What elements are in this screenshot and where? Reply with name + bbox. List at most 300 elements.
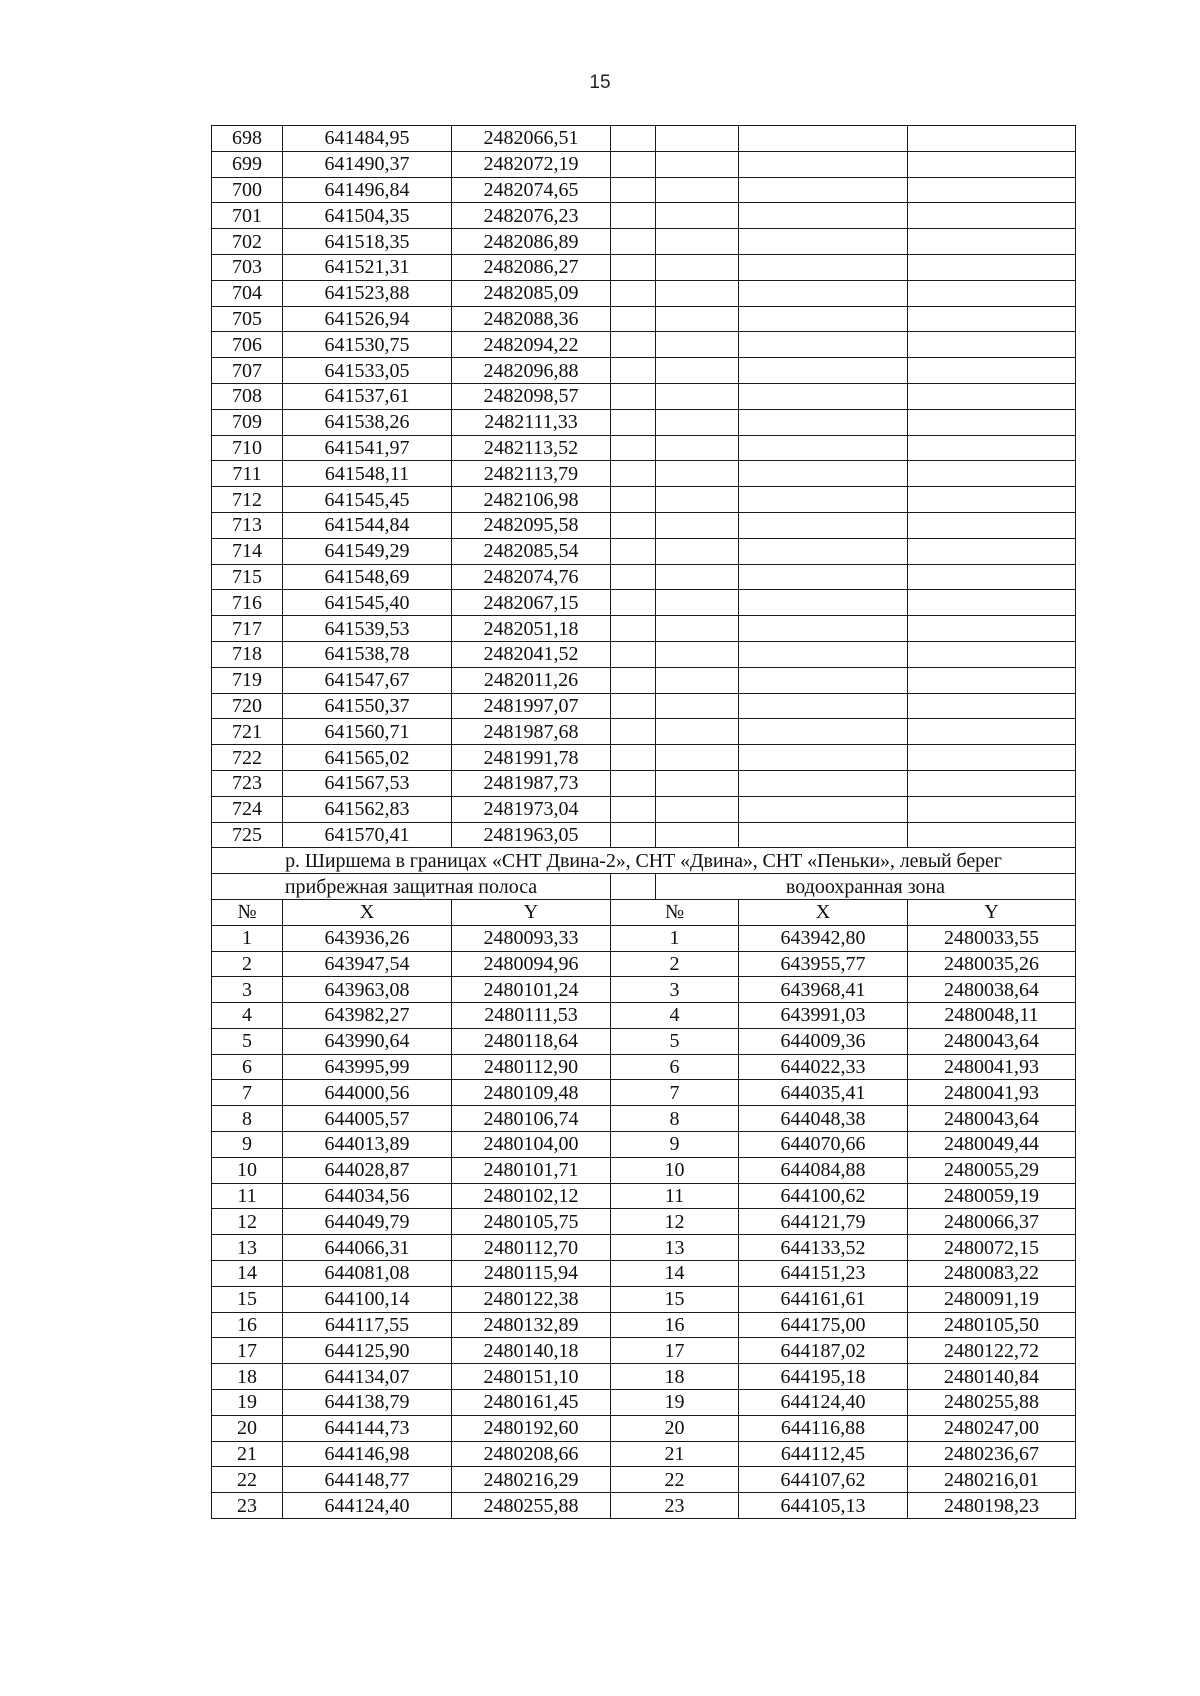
table-row xyxy=(212,1106,1076,1132)
empty-cell xyxy=(908,770,1076,796)
point-number-cell: 2 xyxy=(212,951,283,977)
point-number-cell: 14 xyxy=(212,1261,283,1287)
empty-cell xyxy=(611,435,656,461)
point-number-cell: 19 xyxy=(611,1390,739,1416)
x-coordinate-cell: 641538,26 xyxy=(283,409,452,435)
x-coordinate-cell: 643968,41 xyxy=(739,977,908,1003)
empty-cell xyxy=(656,667,739,693)
empty-cell xyxy=(611,874,656,900)
empty-cell xyxy=(611,409,656,435)
point-number-cell: 8 xyxy=(212,1106,283,1132)
y-coordinate-cell: 2480093,33 xyxy=(452,925,611,951)
y-coordinate-cell: 2480101,71 xyxy=(452,1157,611,1183)
empty-cell xyxy=(611,616,656,642)
point-number-cell: 705 xyxy=(212,306,283,332)
x-coordinate-cell: 644161,61 xyxy=(739,1286,908,1312)
empty-cell xyxy=(908,332,1076,358)
empty-cell xyxy=(656,616,739,642)
point-number-cell: 716 xyxy=(212,590,283,616)
x-coordinate-cell: 641565,02 xyxy=(283,745,452,771)
table-row xyxy=(212,1209,1076,1235)
y-coordinate-cell: 2480038,64 xyxy=(908,977,1076,1003)
table-row xyxy=(212,1003,1076,1029)
point-number-cell: 703 xyxy=(212,254,283,280)
x-coordinate-cell: 644070,66 xyxy=(739,1132,908,1158)
empty-cell xyxy=(739,512,908,538)
point-number-cell: 711 xyxy=(212,461,283,487)
table-row xyxy=(212,383,1076,409)
y-coordinate-cell: 2480102,12 xyxy=(452,1183,611,1209)
y-coordinate-cell: 2482085,09 xyxy=(452,280,611,306)
table-row xyxy=(212,641,1076,667)
point-number-cell: 10 xyxy=(212,1157,283,1183)
empty-cell xyxy=(908,203,1076,229)
x-coordinate-cell: 644107,62 xyxy=(739,1467,908,1493)
table-row xyxy=(212,1286,1076,1312)
y-coordinate-cell: 2481963,05 xyxy=(452,822,611,848)
x-coordinate-cell: 644125,90 xyxy=(283,1338,452,1364)
point-number-cell: 701 xyxy=(212,203,283,229)
empty-cell xyxy=(611,770,656,796)
x-coordinate-cell: 641548,69 xyxy=(283,564,452,590)
y-coordinate-cell: 2480111,53 xyxy=(452,1003,611,1029)
empty-cell xyxy=(611,822,656,848)
table-row xyxy=(212,1467,1076,1493)
column-header-number: № xyxy=(212,899,283,925)
y-coordinate-cell: 2480105,50 xyxy=(908,1312,1076,1338)
section-title: р. Ширшема в границах «СНТ Двина-2», СНТ «Двина», СНТ «Пеньки», левый берег xyxy=(212,848,1076,874)
x-coordinate-cell: 644121,79 xyxy=(739,1209,908,1235)
x-coordinate-cell: 643963,08 xyxy=(283,977,452,1003)
point-number-cell: 7 xyxy=(212,1080,283,1106)
empty-cell xyxy=(611,280,656,306)
table-row xyxy=(212,487,1076,513)
point-number-cell: 21 xyxy=(611,1441,739,1467)
x-coordinate-cell: 644124,40 xyxy=(283,1493,452,1519)
point-number-cell: 9 xyxy=(212,1132,283,1158)
empty-cell xyxy=(656,306,739,332)
point-number-cell: 12 xyxy=(611,1209,739,1235)
empty-cell xyxy=(611,667,656,693)
empty-cell xyxy=(908,822,1076,848)
x-coordinate-cell: 641549,29 xyxy=(283,538,452,564)
x-coordinate-cell: 643990,64 xyxy=(283,1028,452,1054)
empty-cell xyxy=(739,616,908,642)
table-row xyxy=(212,280,1076,306)
x-coordinate-cell: 641567,53 xyxy=(283,770,452,796)
empty-cell xyxy=(611,461,656,487)
x-coordinate-cell: 641521,31 xyxy=(283,254,452,280)
x-coordinate-cell: 641548,11 xyxy=(283,461,452,487)
coordinates-table xyxy=(211,125,1076,1519)
empty-cell xyxy=(908,461,1076,487)
empty-cell xyxy=(611,177,656,203)
empty-cell xyxy=(656,796,739,822)
empty-cell xyxy=(739,254,908,280)
empty-cell xyxy=(908,719,1076,745)
x-coordinate-cell: 644000,56 xyxy=(283,1080,452,1106)
x-coordinate-cell: 644138,79 xyxy=(283,1390,452,1416)
point-number-cell: 14 xyxy=(611,1261,739,1287)
empty-cell xyxy=(739,461,908,487)
empty-cell xyxy=(611,151,656,177)
empty-cell xyxy=(656,538,739,564)
point-number-cell: 13 xyxy=(611,1235,739,1261)
table-row xyxy=(212,1338,1076,1364)
point-number-cell: 23 xyxy=(212,1493,283,1519)
point-number-cell: 719 xyxy=(212,667,283,693)
y-coordinate-cell: 2482106,98 xyxy=(452,487,611,513)
empty-cell xyxy=(908,590,1076,616)
table-row xyxy=(212,925,1076,951)
point-number-cell: 17 xyxy=(212,1338,283,1364)
point-number-cell: 698 xyxy=(212,126,283,152)
x-coordinate-cell: 641484,95 xyxy=(283,126,452,152)
point-number-cell: 5 xyxy=(611,1028,739,1054)
empty-cell xyxy=(739,177,908,203)
table-row xyxy=(212,1028,1076,1054)
empty-cell xyxy=(908,280,1076,306)
y-coordinate-cell: 2482085,54 xyxy=(452,538,611,564)
x-coordinate-cell: 643995,99 xyxy=(283,1054,452,1080)
empty-cell xyxy=(656,203,739,229)
x-coordinate-cell: 641541,97 xyxy=(283,435,452,461)
empty-cell xyxy=(611,229,656,255)
y-coordinate-cell: 2481987,68 xyxy=(452,719,611,745)
table-row xyxy=(212,538,1076,564)
x-coordinate-cell: 643991,03 xyxy=(739,1003,908,1029)
empty-cell xyxy=(908,435,1076,461)
point-number-cell: 10 xyxy=(611,1157,739,1183)
x-coordinate-cell: 641550,37 xyxy=(283,693,452,719)
point-number-cell: 721 xyxy=(212,719,283,745)
empty-cell xyxy=(656,590,739,616)
y-coordinate-cell: 2482072,19 xyxy=(452,151,611,177)
x-coordinate-cell: 643955,77 xyxy=(739,951,908,977)
empty-cell xyxy=(908,796,1076,822)
empty-cell xyxy=(908,564,1076,590)
x-coordinate-cell: 644195,18 xyxy=(739,1364,908,1390)
empty-cell xyxy=(739,822,908,848)
empty-cell xyxy=(739,435,908,461)
y-coordinate-cell: 2480192,60 xyxy=(452,1415,611,1441)
table-row xyxy=(212,126,1076,152)
y-coordinate-cell: 2480033,55 xyxy=(908,925,1076,951)
point-number-cell: 709 xyxy=(212,409,283,435)
point-number-cell: 1 xyxy=(212,925,283,951)
empty-cell xyxy=(739,409,908,435)
y-coordinate-cell: 2480236,67 xyxy=(908,1441,1076,1467)
empty-cell xyxy=(908,126,1076,152)
x-coordinate-cell: 644013,89 xyxy=(283,1132,452,1158)
group-header-left: прибрежная защитная полоса xyxy=(212,874,611,900)
y-coordinate-cell: 2480083,22 xyxy=(908,1261,1076,1287)
empty-cell xyxy=(908,487,1076,513)
column-header-number: № xyxy=(611,899,739,925)
y-coordinate-cell: 2480247,00 xyxy=(908,1415,1076,1441)
empty-cell xyxy=(611,203,656,229)
x-coordinate-cell: 644144,73 xyxy=(283,1415,452,1441)
point-number-cell: 722 xyxy=(212,745,283,771)
column-header-x: X xyxy=(739,899,908,925)
point-number-cell: 23 xyxy=(611,1493,739,1519)
empty-cell xyxy=(611,564,656,590)
section-title-row xyxy=(212,848,1076,874)
y-coordinate-cell: 2480255,88 xyxy=(908,1390,1076,1416)
point-number-cell: 713 xyxy=(212,512,283,538)
x-coordinate-cell: 641570,41 xyxy=(283,822,452,848)
point-number-cell: 720 xyxy=(212,693,283,719)
y-coordinate-cell: 2480161,45 xyxy=(452,1390,611,1416)
coordinates-table-body xyxy=(212,126,1076,1519)
column-header-row xyxy=(212,899,1076,925)
point-number-cell: 712 xyxy=(212,487,283,513)
table-row xyxy=(212,358,1076,384)
point-number-cell: 706 xyxy=(212,332,283,358)
empty-cell xyxy=(656,745,739,771)
y-coordinate-cell: 2480216,29 xyxy=(452,1467,611,1493)
empty-cell xyxy=(908,229,1076,255)
y-coordinate-cell: 2482067,15 xyxy=(452,590,611,616)
table-row xyxy=(212,1080,1076,1106)
x-coordinate-cell: 643936,26 xyxy=(283,925,452,951)
x-coordinate-cell: 644148,77 xyxy=(283,1467,452,1493)
point-number-cell: 3 xyxy=(212,977,283,1003)
y-coordinate-cell: 2480043,64 xyxy=(908,1106,1076,1132)
empty-cell xyxy=(739,151,908,177)
x-coordinate-cell: 644034,56 xyxy=(283,1183,452,1209)
table-row xyxy=(212,229,1076,255)
empty-cell xyxy=(739,306,908,332)
y-coordinate-cell: 2482111,33 xyxy=(452,409,611,435)
empty-cell xyxy=(656,822,739,848)
empty-cell xyxy=(656,693,739,719)
point-number-cell: 723 xyxy=(212,770,283,796)
table-row xyxy=(212,1312,1076,1338)
x-coordinate-cell: 644100,62 xyxy=(739,1183,908,1209)
empty-cell xyxy=(611,254,656,280)
y-coordinate-cell: 2482113,79 xyxy=(452,461,611,487)
empty-cell xyxy=(656,177,739,203)
empty-cell xyxy=(611,306,656,332)
point-number-cell: 708 xyxy=(212,383,283,409)
y-coordinate-cell: 2480132,89 xyxy=(452,1312,611,1338)
x-coordinate-cell: 644009,36 xyxy=(739,1028,908,1054)
table-row xyxy=(212,512,1076,538)
empty-cell xyxy=(656,564,739,590)
x-coordinate-cell: 643947,54 xyxy=(283,951,452,977)
y-coordinate-cell: 2482086,27 xyxy=(452,254,611,280)
y-coordinate-cell: 2482094,22 xyxy=(452,332,611,358)
x-coordinate-cell: 641539,53 xyxy=(283,616,452,642)
table-row xyxy=(212,667,1076,693)
table-row xyxy=(212,977,1076,1003)
y-coordinate-cell: 2482074,76 xyxy=(452,564,611,590)
empty-cell xyxy=(739,564,908,590)
empty-cell xyxy=(739,590,908,616)
y-coordinate-cell: 2482051,18 xyxy=(452,616,611,642)
point-number-cell: 4 xyxy=(212,1003,283,1029)
x-coordinate-cell: 641496,84 xyxy=(283,177,452,203)
table-row xyxy=(212,332,1076,358)
y-coordinate-cell: 2482096,88 xyxy=(452,358,611,384)
x-coordinate-cell: 644022,33 xyxy=(739,1054,908,1080)
point-number-cell: 16 xyxy=(611,1312,739,1338)
y-coordinate-cell: 2480151,10 xyxy=(452,1364,611,1390)
x-coordinate-cell: 643942,80 xyxy=(739,925,908,951)
x-coordinate-cell: 644187,02 xyxy=(739,1338,908,1364)
y-coordinate-cell: 2480115,94 xyxy=(452,1261,611,1287)
x-coordinate-cell: 644066,31 xyxy=(283,1235,452,1261)
empty-cell xyxy=(739,203,908,229)
y-coordinate-cell: 2480122,72 xyxy=(908,1338,1076,1364)
y-coordinate-cell: 2480208,66 xyxy=(452,1441,611,1467)
table-row xyxy=(212,822,1076,848)
x-coordinate-cell: 641533,05 xyxy=(283,358,452,384)
empty-cell xyxy=(611,590,656,616)
empty-cell xyxy=(908,177,1076,203)
empty-cell xyxy=(611,358,656,384)
empty-cell xyxy=(611,745,656,771)
table-row xyxy=(212,435,1076,461)
table-row xyxy=(212,1183,1076,1209)
x-coordinate-cell: 644048,38 xyxy=(739,1106,908,1132)
point-number-cell: 5 xyxy=(212,1028,283,1054)
x-coordinate-cell: 641544,84 xyxy=(283,512,452,538)
y-coordinate-cell: 2480072,15 xyxy=(908,1235,1076,1261)
empty-cell xyxy=(739,745,908,771)
point-number-cell: 18 xyxy=(611,1364,739,1390)
table-row xyxy=(212,1415,1076,1441)
empty-cell xyxy=(739,538,908,564)
y-coordinate-cell: 2482011,26 xyxy=(452,667,611,693)
y-coordinate-cell: 2480140,18 xyxy=(452,1338,611,1364)
empty-cell xyxy=(739,641,908,667)
empty-cell xyxy=(739,796,908,822)
y-coordinate-cell: 2482041,52 xyxy=(452,641,611,667)
empty-cell xyxy=(908,693,1076,719)
x-coordinate-cell: 644081,08 xyxy=(283,1261,452,1287)
empty-cell xyxy=(908,745,1076,771)
x-coordinate-cell: 644117,55 xyxy=(283,1312,452,1338)
y-coordinate-cell: 2480035,26 xyxy=(908,951,1076,977)
table-row xyxy=(212,1054,1076,1080)
table-row xyxy=(212,151,1076,177)
y-coordinate-cell: 2480255,88 xyxy=(452,1493,611,1519)
point-number-cell: 700 xyxy=(212,177,283,203)
table-row xyxy=(212,1132,1076,1158)
group-header-right: водоохранная зона xyxy=(656,874,1076,900)
empty-cell xyxy=(656,461,739,487)
point-number-cell: 11 xyxy=(212,1183,283,1209)
point-number-cell: 11 xyxy=(611,1183,739,1209)
point-number-cell: 717 xyxy=(212,616,283,642)
y-coordinate-cell: 2480041,93 xyxy=(908,1080,1076,1106)
empty-cell xyxy=(908,254,1076,280)
x-coordinate-cell: 644146,98 xyxy=(283,1441,452,1467)
empty-cell xyxy=(656,254,739,280)
y-coordinate-cell: 2480109,48 xyxy=(452,1080,611,1106)
table-row xyxy=(212,1364,1076,1390)
empty-cell xyxy=(656,151,739,177)
point-number-cell: 707 xyxy=(212,358,283,384)
point-number-cell: 699 xyxy=(212,151,283,177)
x-coordinate-cell: 641537,61 xyxy=(283,383,452,409)
y-coordinate-cell: 2482095,58 xyxy=(452,512,611,538)
point-number-cell: 21 xyxy=(212,1441,283,1467)
empty-cell xyxy=(611,512,656,538)
x-coordinate-cell: 644134,07 xyxy=(283,1364,452,1390)
y-coordinate-cell: 2480094,96 xyxy=(452,951,611,977)
y-coordinate-cell: 2480112,90 xyxy=(452,1054,611,1080)
y-coordinate-cell: 2480049,44 xyxy=(908,1132,1076,1158)
group-header-row xyxy=(212,874,1076,900)
y-coordinate-cell: 2480059,19 xyxy=(908,1183,1076,1209)
empty-cell xyxy=(656,126,739,152)
point-number-cell: 12 xyxy=(212,1209,283,1235)
y-coordinate-cell: 2482086,89 xyxy=(452,229,611,255)
x-coordinate-cell: 644049,79 xyxy=(283,1209,452,1235)
y-coordinate-cell: 2481997,07 xyxy=(452,693,611,719)
y-coordinate-cell: 2480198,23 xyxy=(908,1493,1076,1519)
y-coordinate-cell: 2480101,24 xyxy=(452,977,611,1003)
point-number-cell: 4 xyxy=(611,1003,739,1029)
column-header-x: X xyxy=(283,899,452,925)
x-coordinate-cell: 641490,37 xyxy=(283,151,452,177)
table-row xyxy=(212,177,1076,203)
empty-cell xyxy=(908,383,1076,409)
x-coordinate-cell: 644112,45 xyxy=(739,1441,908,1467)
x-coordinate-cell: 643982,27 xyxy=(283,1003,452,1029)
y-coordinate-cell: 2480066,37 xyxy=(908,1209,1076,1235)
y-coordinate-cell: 2480122,38 xyxy=(452,1286,611,1312)
point-number-cell: 725 xyxy=(212,822,283,848)
point-number-cell: 9 xyxy=(611,1132,739,1158)
empty-cell xyxy=(656,332,739,358)
empty-cell xyxy=(656,435,739,461)
x-coordinate-cell: 641545,40 xyxy=(283,590,452,616)
empty-cell xyxy=(656,358,739,384)
y-coordinate-cell: 2480043,64 xyxy=(908,1028,1076,1054)
x-coordinate-cell: 641545,45 xyxy=(283,487,452,513)
point-number-cell: 6 xyxy=(611,1054,739,1080)
y-coordinate-cell: 2480105,75 xyxy=(452,1209,611,1235)
point-number-cell: 22 xyxy=(611,1467,739,1493)
empty-cell xyxy=(908,616,1076,642)
x-coordinate-cell: 641562,83 xyxy=(283,796,452,822)
table-row xyxy=(212,796,1076,822)
x-coordinate-cell: 641538,78 xyxy=(283,641,452,667)
table-row xyxy=(212,1235,1076,1261)
point-number-cell: 22 xyxy=(212,1467,283,1493)
point-number-cell: 19 xyxy=(212,1390,283,1416)
x-coordinate-cell: 644035,41 xyxy=(739,1080,908,1106)
table-row xyxy=(212,745,1076,771)
point-number-cell: 715 xyxy=(212,564,283,590)
table-row xyxy=(212,1493,1076,1519)
y-coordinate-cell: 2480216,01 xyxy=(908,1467,1076,1493)
y-coordinate-cell: 2481987,73 xyxy=(452,770,611,796)
empty-cell xyxy=(656,770,739,796)
empty-cell xyxy=(908,641,1076,667)
page-number: 15 xyxy=(589,72,611,93)
table-row xyxy=(212,254,1076,280)
point-number-cell: 8 xyxy=(611,1106,739,1132)
table-row xyxy=(212,1261,1076,1287)
empty-cell xyxy=(908,538,1076,564)
empty-cell xyxy=(656,512,739,538)
table-row xyxy=(212,719,1076,745)
